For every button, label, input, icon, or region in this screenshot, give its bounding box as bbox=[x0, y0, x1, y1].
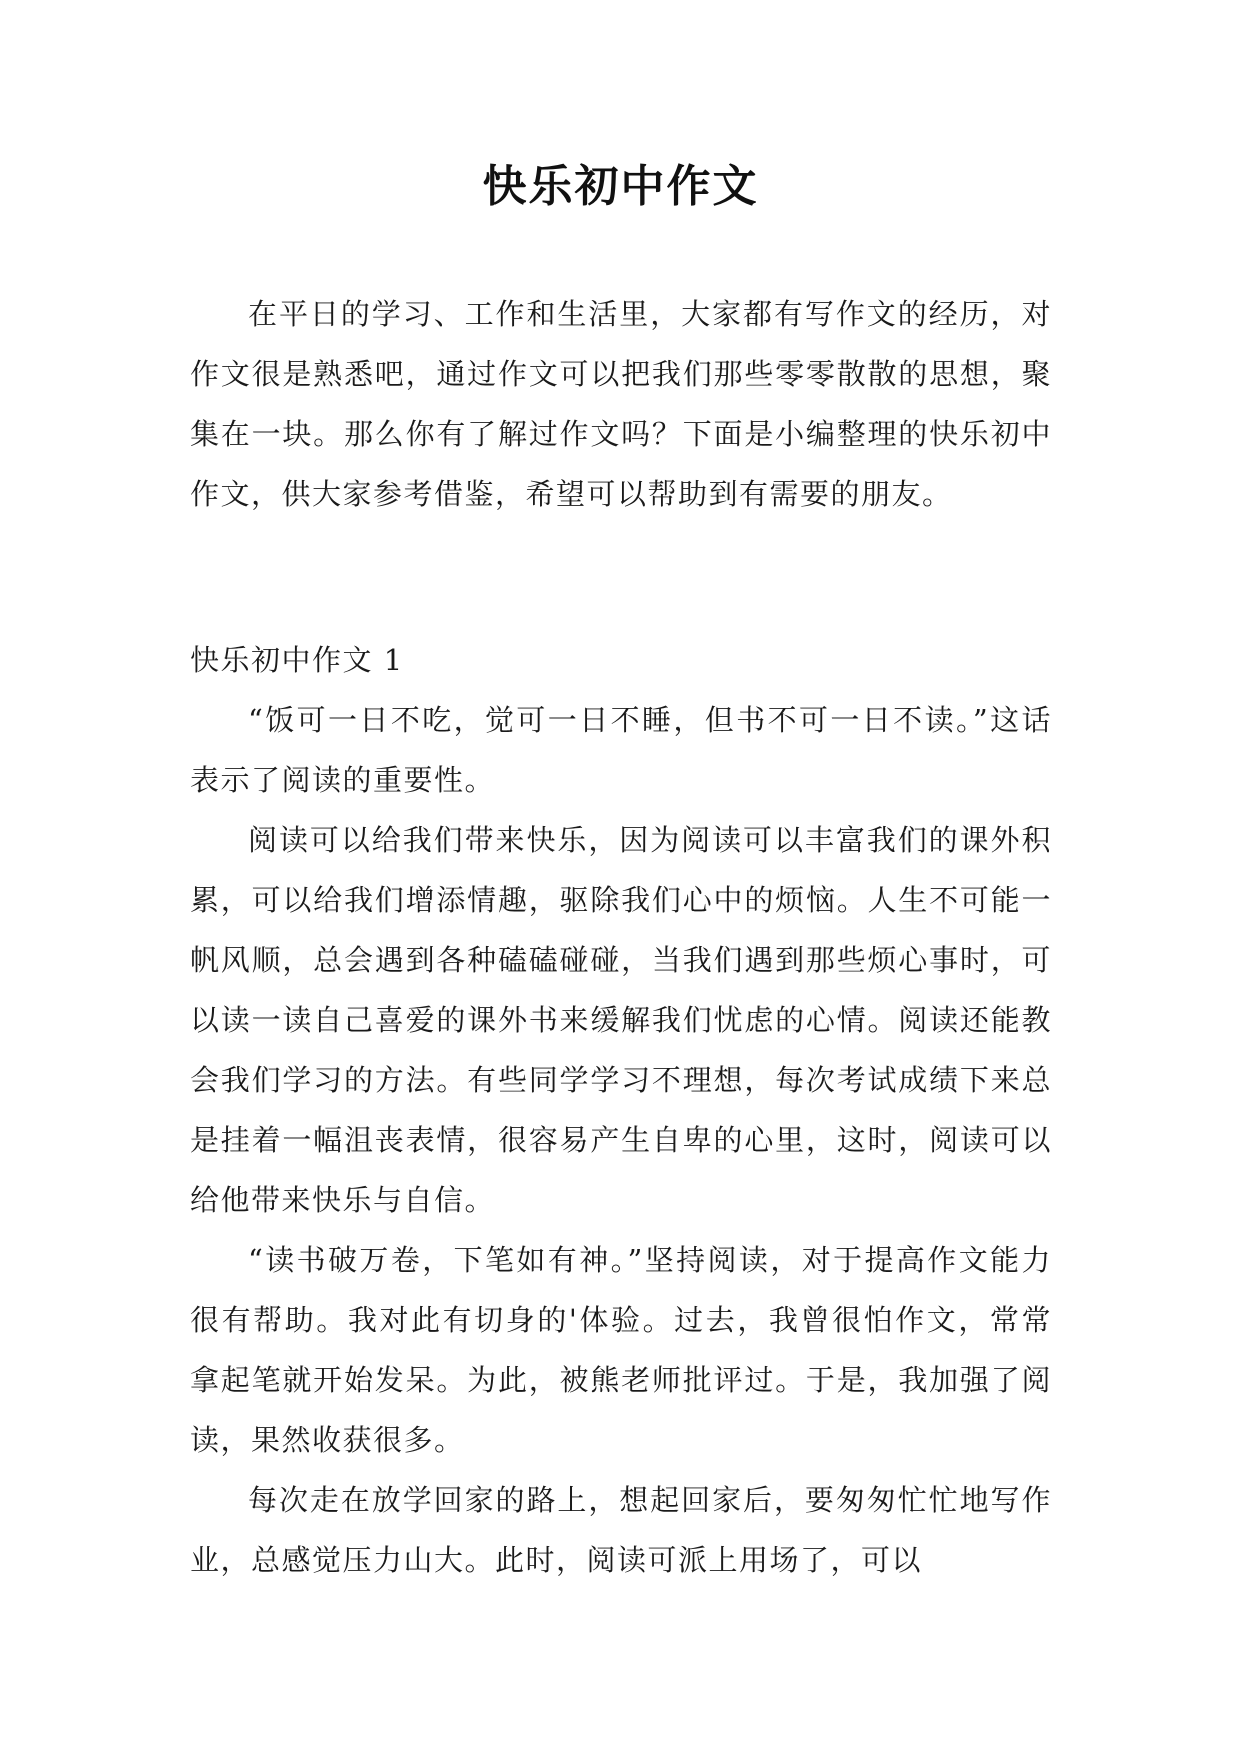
intro-paragraph: 在平日的学习、工作和生活里，大家都有写作文的经历，对作文很是熟悉吧，通过作文可以把我们那些零零散散的思想，聚集在一块。那么你有了解过作文吗？下面是小编整理的快乐初中作文，供大家参考借鉴，希望可以帮助到有需要的朋友。 bbox=[190, 297, 1052, 511]
essay-paragraph-2: 阅读可以给我们带来快乐，因为阅读可以丰富我们的课外积累，可以给我们增添情趣，驱除我们心中的烦恼。人生不可能一帆风顺，总会遇到各种磕磕碰碰，当我们遇到那些烦心事时，可以读一读自己喜爱的课外书来缓解我们忧虑的心情。阅读还能教会我们学习的方法。有些同学学习不理想，每次考试成绩下来总是挂着一幅沮丧表情，很容易产生自卑的心里，这时，阅读可以给他带来快乐与自信。 bbox=[190, 823, 1052, 1217]
intro-section bbox=[190, 284, 1052, 524]
essay-paragraph-3: “读书破万卷，下笔如有神。”坚持阅读，对于提高作文能力很有帮助。我对此有切身的'体验。过去，我曾很怕作文，常常拿起笔就开始发呆。为此，被熊老师批评过。于是，我加强了阅读，果然收获很多。 bbox=[190, 1243, 1052, 1457]
essay-section bbox=[190, 630, 1052, 1590]
essay-paragraph-4: 每次走在放学回家的路上，想起回家后，要匆匆忙忙地写作业，总感觉压力山大。此时，阅读可派上用场了，可以 bbox=[190, 1483, 1052, 1577]
section-heading: 快乐初中作文 1 bbox=[190, 643, 404, 677]
essay-paragraph-1: “饭可一日不吃，觉可一日不睡，但书不可一日不读。”这话表示了阅读的重要性。 bbox=[190, 703, 1052, 797]
page-title: 快乐初中作文 bbox=[482, 161, 759, 212]
